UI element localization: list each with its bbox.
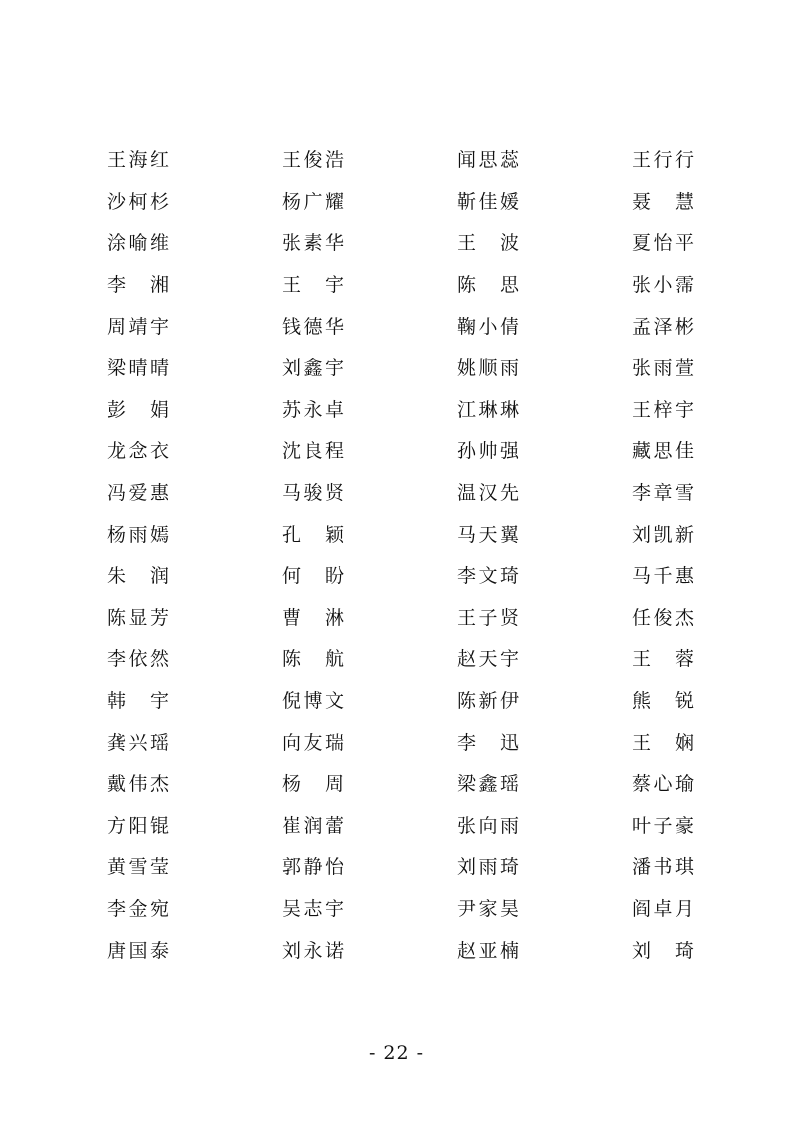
person-name: 李 金 宛 bbox=[107, 897, 169, 920]
person-name: 刘 琦 bbox=[632, 939, 694, 962]
person-name: 龚 兴 瑶 bbox=[107, 731, 169, 754]
name-row bbox=[0, 847, 793, 889]
person-name: 倪 博 文 bbox=[282, 690, 344, 713]
person-name: 方 阳 锟 bbox=[107, 814, 169, 837]
name-row bbox=[0, 431, 793, 473]
person-name: 尹 家 昊 bbox=[457, 897, 519, 920]
person-name: 陈 思 bbox=[457, 274, 519, 297]
person-name: 藏 思 佳 bbox=[632, 440, 694, 463]
person-name: 张 雨 萱 bbox=[632, 357, 694, 380]
person-name: 李 章 雪 bbox=[632, 482, 694, 505]
person-name: 鞠 小 倩 bbox=[457, 315, 519, 338]
person-name: 龙 念 衣 bbox=[107, 440, 169, 463]
person-name: 李 迅 bbox=[457, 731, 519, 754]
name-list bbox=[0, 140, 793, 972]
name-row bbox=[0, 140, 793, 182]
name-row bbox=[0, 598, 793, 640]
person-name: 王 海 红 bbox=[107, 149, 169, 172]
person-name: 温 汉 先 bbox=[457, 482, 519, 505]
name-row bbox=[0, 681, 793, 723]
person-name: 陈 新 伊 bbox=[457, 690, 519, 713]
person-name: 马 天 翼 bbox=[457, 523, 519, 546]
person-name: 张 素 华 bbox=[282, 232, 344, 255]
person-name: 刘 鑫 宇 bbox=[282, 357, 344, 380]
person-name: 杨 周 bbox=[282, 773, 344, 796]
person-name: 李 湘 bbox=[107, 274, 169, 297]
person-name: 赵 亚 楠 bbox=[457, 939, 519, 962]
person-name: 陈 航 bbox=[282, 648, 344, 671]
person-name: 蔡 心 瑜 bbox=[632, 773, 694, 796]
person-name: 朱 润 bbox=[107, 565, 169, 588]
person-name: 李 文 琦 bbox=[457, 565, 519, 588]
person-name: 马 千 惠 bbox=[632, 565, 694, 588]
person-name: 任 俊 杰 bbox=[632, 606, 694, 629]
person-name: 杨 广 耀 bbox=[282, 190, 344, 213]
person-name: 江 琳 琳 bbox=[457, 398, 519, 421]
person-name: 杨 雨 嫣 bbox=[107, 523, 169, 546]
person-name: 周 靖 宇 bbox=[107, 315, 169, 338]
name-row bbox=[0, 722, 793, 764]
person-name: 孟 泽 彬 bbox=[632, 315, 694, 338]
person-name: 张 向 雨 bbox=[457, 814, 519, 837]
person-name: 张 小 霈 bbox=[632, 274, 694, 297]
person-name: 靳 佳 媛 bbox=[457, 190, 519, 213]
person-name: 彭 娟 bbox=[107, 398, 169, 421]
person-name: 孙 帅 强 bbox=[457, 440, 519, 463]
person-name: 何 盼 bbox=[282, 565, 344, 588]
person-name: 向 友 瑞 bbox=[282, 731, 344, 754]
name-row bbox=[0, 806, 793, 848]
name-row bbox=[0, 390, 793, 432]
person-name: 郭 静 怡 bbox=[282, 856, 344, 879]
name-row bbox=[0, 306, 793, 348]
person-name: 曹 淋 bbox=[282, 606, 344, 629]
person-name: 冯 爱 惠 bbox=[107, 482, 169, 505]
name-row bbox=[0, 473, 793, 515]
person-name: 刘 凯 新 bbox=[632, 523, 694, 546]
person-name: 王 子 贤 bbox=[457, 606, 519, 629]
person-name: 刘 雨 琦 bbox=[457, 856, 519, 879]
person-name: 姚 顺 雨 bbox=[457, 357, 519, 380]
person-name: 叶 子 豪 bbox=[632, 814, 694, 837]
person-name: 聂 慧 bbox=[632, 190, 694, 213]
person-name: 马 骏 贤 bbox=[282, 482, 344, 505]
person-name: 熊 锐 bbox=[632, 690, 694, 713]
person-name: 王 梓 宇 bbox=[632, 398, 694, 421]
name-row bbox=[0, 348, 793, 390]
person-name: 孔 颖 bbox=[282, 523, 344, 546]
name-row bbox=[0, 639, 793, 681]
person-name: 王 蓉 bbox=[632, 648, 694, 671]
person-name: 潘 书 琪 bbox=[632, 856, 694, 879]
person-name: 沙 柯 杉 bbox=[107, 190, 169, 213]
name-row bbox=[0, 556, 793, 598]
person-name: 唐 国 泰 bbox=[107, 939, 169, 962]
person-name: 涂 喻 维 bbox=[107, 232, 169, 255]
name-row bbox=[0, 265, 793, 307]
person-name: 刘 永 诺 bbox=[282, 939, 344, 962]
person-name: 闻 思 蕊 bbox=[457, 149, 519, 172]
person-name: 夏 怡 平 bbox=[632, 232, 694, 255]
person-name: 沈 良 程 bbox=[282, 440, 344, 463]
person-name: 黄 雪 莹 bbox=[107, 856, 169, 879]
name-row bbox=[0, 223, 793, 265]
person-name: 赵 天 宇 bbox=[457, 648, 519, 671]
person-name: 王 宇 bbox=[282, 274, 344, 297]
person-name: 韩 宇 bbox=[107, 690, 169, 713]
person-name: 王 行 行 bbox=[632, 149, 694, 172]
person-name: 梁 晴 晴 bbox=[107, 357, 169, 380]
person-name: 阎 卓 月 bbox=[632, 897, 694, 920]
person-name: 戴 伟 杰 bbox=[107, 773, 169, 796]
page-number: - 22 - bbox=[368, 1042, 425, 1064]
name-row bbox=[0, 514, 793, 556]
person-name: 崔 润 蕾 bbox=[282, 814, 344, 837]
person-name: 王 波 bbox=[457, 232, 519, 255]
person-name: 梁 鑫 瑶 bbox=[457, 773, 519, 796]
name-row bbox=[0, 764, 793, 806]
person-name: 钱 德 华 bbox=[282, 315, 344, 338]
person-name: 苏 永 卓 bbox=[282, 398, 344, 421]
person-name: 吴 志 宇 bbox=[282, 897, 344, 920]
name-row bbox=[0, 930, 793, 972]
person-name: 李 依 然 bbox=[107, 648, 169, 671]
name-row bbox=[0, 889, 793, 931]
name-row bbox=[0, 182, 793, 224]
person-name: 陈 显 芳 bbox=[107, 606, 169, 629]
person-name: 王 俊 浩 bbox=[282, 149, 344, 172]
person-name: 王 娴 bbox=[632, 731, 694, 754]
